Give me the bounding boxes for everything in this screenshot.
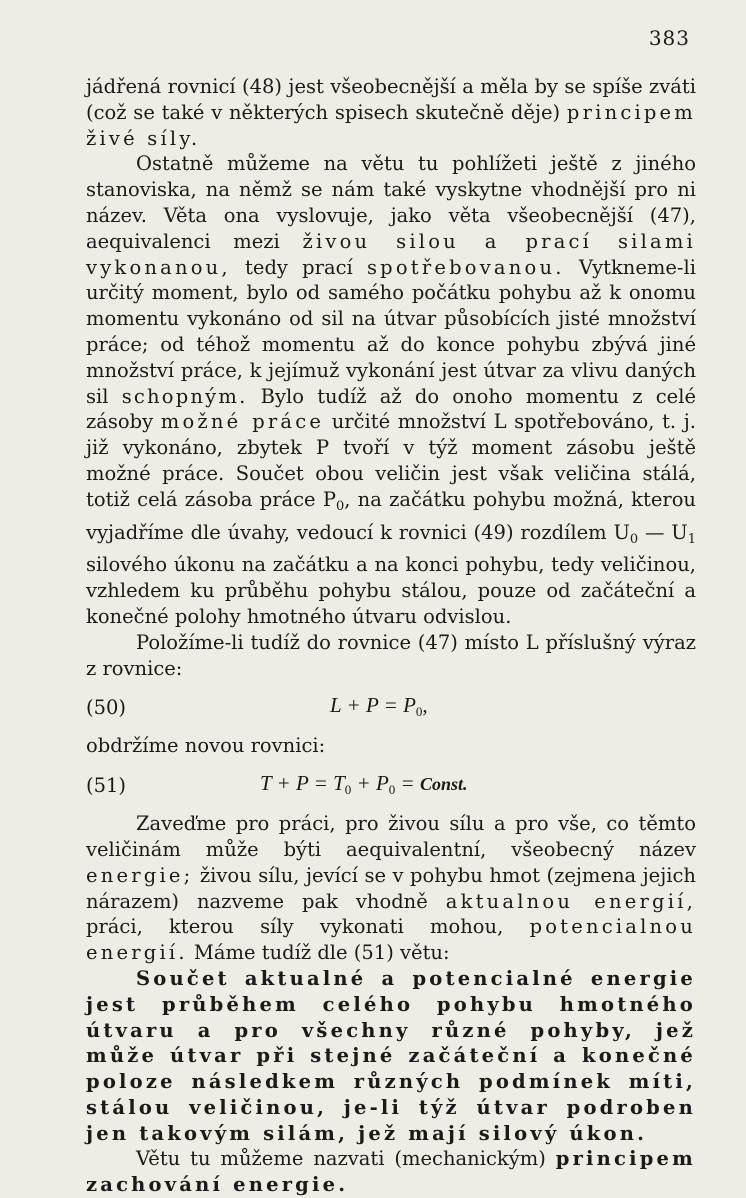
- equation-formula: [260, 771, 467, 803]
- body-text: [86, 74, 696, 1198]
- text-run: Máme tudíž dle (51) větu:: [187, 941, 450, 965]
- paragraph-7: [86, 1146, 696, 1198]
- formula-text: L + P = P: [330, 693, 416, 718]
- text-run: práci, kterou síly vykonati mohou,: [86, 915, 530, 939]
- text-run: silového úkonu na začátku a na konci pohybu, tedy veličinou, vzhledem ku průběhu pohybu stálou, pouze od začáteční a konečné polohy hmotného útvaru odvislou.: [86, 553, 696, 628]
- spaced-term: živou silou a prací silami vykonanou,: [86, 229, 696, 279]
- text-run: určité množství L spotřebováno, t. j. již vykonáno, zbytek P tvoří v týž moment zásobu ještě možné práce. Součet obou veličin jest však veličina stálá, totiž celá zásoba práce P: [86, 410, 696, 511]
- paragraph-5: [86, 811, 696, 966]
- paragraph-3: Položíme-li tudíž do rovnice (47) místo L příslušný výraz z rovnice:: [86, 630, 696, 680]
- text-run: Zaveďme pro práci, pro živou sílu a pro vše, co těmto veličinám může býti aequivalentní, všeobecný název: [86, 812, 696, 861]
- text-run: Bylo tudíž až do onoho momentu z celé zásoby: [86, 384, 696, 434]
- theorem-statement: Součet aktualné a potencialné energie jest průběhem celého pohybu hmotného útvaru a pro všechny různé pohyby, jež může útvar při stejné začáteční a konečné poloze následkem různých podmínek míti, stálou veličinou, je-li týž útvar podroben jen takovým silám, jež mají silový úkon.: [86, 966, 696, 1145]
- spaced-term: principem živé síly.: [86, 100, 696, 150]
- subscript: 0: [344, 782, 352, 798]
- spaced-term: schopným.: [121, 384, 248, 408]
- subscript: 0: [629, 531, 639, 547]
- formula-text: Const.: [419, 774, 468, 795]
- paragraph-2: [86, 151, 696, 629]
- text-run: jádřená rovnicí (48) jest všeobecnější a měla by se spíše zváti (což se také v některých spisech skutečně děje): [86, 75, 696, 124]
- spaced-term: energie;: [86, 863, 194, 887]
- text-run: — U: [638, 520, 688, 544]
- text-run: Ostatně můžeme na větu tu pohlížeti ještě z jiného stanoviska, na němž se nám také vyskytne vhodnější pro ni název. Věta ona vyslovuje, jako věta všeobecnější (47), aequivalenci mezi: [86, 152, 696, 253]
- subscript: 1: [687, 531, 696, 547]
- equation-number: (50): [86, 696, 127, 720]
- text-run: živou sílu, jevící se v pohybu hmot (zejmena jejich nárazem) nazveme pak vhodně: [86, 863, 696, 913]
- equation-formula: [330, 693, 428, 725]
- equation-number: (51): [86, 774, 127, 798]
- spaced-term: principem zachování energie.: [86, 1147, 696, 1197]
- equation-51: [86, 765, 696, 805]
- formula-text: ,: [422, 693, 428, 718]
- spaced-term: možné práce: [160, 410, 325, 434]
- subscript: 0: [335, 498, 345, 514]
- paragraph-1: [86, 74, 696, 151]
- spaced-term: potencialnou energií.: [86, 915, 696, 965]
- text-run: Vytkneme-li určitý moment, bylo od samého počátku pohybu až k onomu momentu vykonáno od sil na útvar působících jisté množství práce; od téhož momentu až do konce pohybu zbývá jiné množství práce, k jejímuž vykonání jest útvar za vlivu daných sil: [86, 255, 696, 408]
- spaced-term: aktualnou energií,: [445, 889, 696, 913]
- text-run: Větu tu můžeme nazvati (mechanickým): [136, 1147, 556, 1171]
- page-number: 383: [648, 26, 690, 50]
- text-run: tedy prací: [230, 255, 367, 279]
- subscript: 0: [388, 782, 396, 798]
- equation-50: [86, 687, 696, 727]
- text-run: , na začátku pohybu možná, kterou vyjadříme dle úvahy, vedoucí k rovnici (49) rozdílem U: [86, 487, 696, 544]
- subscript: 0: [415, 704, 423, 720]
- paragraph-4: obdržíme novou rovnici:: [86, 734, 326, 758]
- formula-text: T + P = T: [260, 771, 345, 796]
- formula-text: + P: [351, 771, 389, 796]
- spaced-term: spotřebovanou.: [366, 255, 565, 279]
- formula-text: =: [395, 771, 420, 796]
